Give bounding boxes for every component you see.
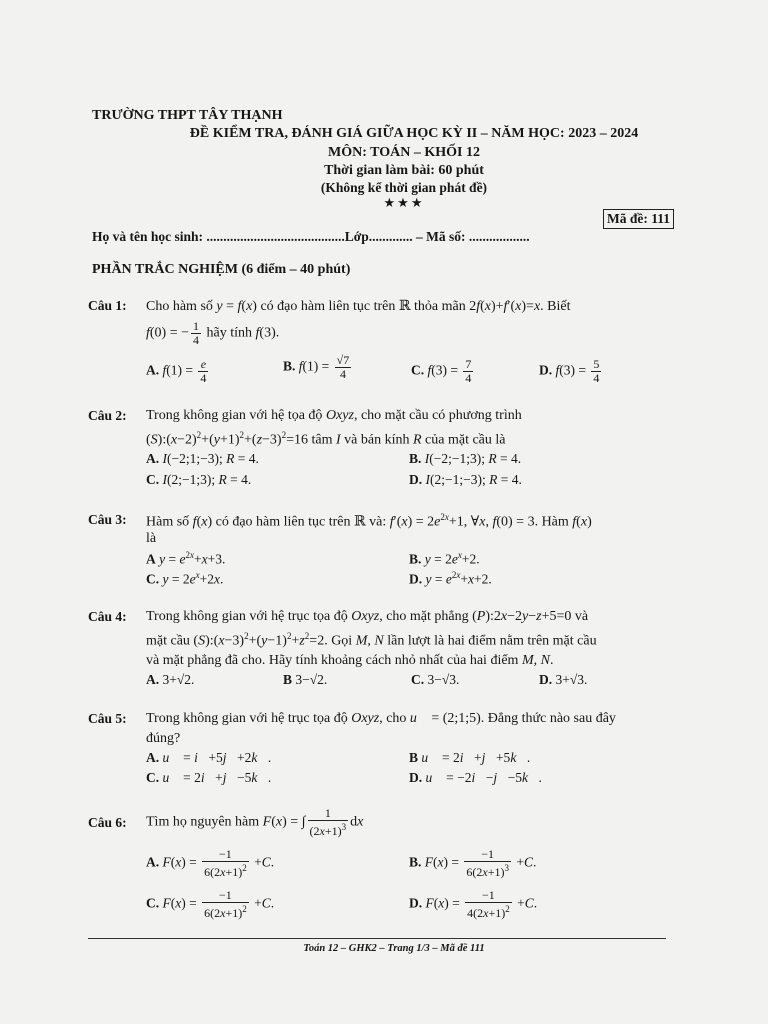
student-info-line: Họ và tên học sinh: .........................................Lớp............. – Mã số: .................. bbox=[92, 229, 530, 244]
question-number: Câu 4: bbox=[88, 609, 127, 624]
question-4-text: Trong không gian với hệ trục tọa độ Oxyz, cho mặt phẳng (P):2x−2y−z+5=0 và bbox=[146, 609, 589, 624]
answer-option: D. $y = e^{2x}+x+2$. bbox=[409, 570, 492, 587]
question-number: Câu 1: bbox=[88, 298, 127, 313]
answer-option: B. f(1) = $\frac{√7}{4}$ bbox=[283, 353, 350, 381]
answer-option: D. u⃗ = −2i⃗−j⃗−5k⃗. bbox=[409, 770, 542, 785]
page-footer: Toán 12 – GHK2 – Trang 1/3 – Mã đề 111 bbox=[303, 943, 485, 954]
subject-line: MÔN: TOÁN – KHỐI 12 bbox=[328, 145, 480, 160]
answer-option: A. F(x) = $\frac{-1}{6(2x+1)^2}$ +C. bbox=[146, 847, 275, 879]
answer-option: A. f(1) = $\frac{e}{4}$ bbox=[146, 357, 207, 385]
answer-option: C. f(3) = $\frac{7}{4}$ bbox=[411, 357, 472, 385]
answer-option: A. u⃗ = i⃗+5j⃗+2k⃗. bbox=[146, 750, 272, 765]
answer-option: C. $y = 2e^x+2x$. bbox=[146, 570, 224, 587]
answer-option: D. 3+√3. bbox=[539, 672, 588, 687]
answer-option: B u⃗ = 2i⃗+j⃗+5k⃗. bbox=[409, 750, 531, 765]
stars-divider: ★★★ bbox=[383, 195, 425, 210]
question-5-text: Trong không gian với hệ trục tọa độ Oxyz, cho u⃗ = (2;1;5). Đẳng thức nào sau đây bbox=[146, 711, 616, 726]
answer-option: A $y = e^{2x}+x+3$. bbox=[146, 550, 226, 567]
answer-option: B 3−√2. bbox=[283, 672, 328, 687]
answer-option: C. F(x) = $\frac{-1}{6(2x+1)^2}$ +C. bbox=[146, 888, 275, 920]
time-note: (Không kể thời gian phát đề) bbox=[320, 180, 488, 195]
question-2-text: Trong không gian với hệ tọa độ Oxyz, cho mặt cầu có phương trình bbox=[146, 408, 522, 423]
question-3-text-cont: là bbox=[146, 531, 157, 546]
question-2-text-cont: $(S):(x-2)^2+(y+1)^2+(z-3)^2=16$ tâm I và bán kính R của mặt cầu là bbox=[146, 430, 506, 448]
section-heading: PHẦN TRẮC NGHIỆM (6 điểm – 40 phút) bbox=[92, 262, 351, 277]
footer-divider bbox=[88, 938, 666, 939]
answer-option: C. 3−√3. bbox=[411, 672, 460, 687]
answer-option: B. I(−2;−1;3); R = 4. bbox=[409, 451, 522, 466]
answer-option: D. I(2;−1;−3); R = 4. bbox=[409, 472, 522, 487]
time-line: Thời gian làm bài: 60 phút bbox=[324, 163, 484, 178]
question-3-text: Hàm số f(x) có đạo hàm liên tục trên ℝ và: $f'(x) = 2e^{2x}+1$, ∀x, f(0) = 3. Hàm f(x) bbox=[146, 512, 592, 530]
question-5-text-cont: đúng? bbox=[146, 731, 181, 746]
answer-option: B. F(x) = $\frac{-1}{6(2x+1)^3}$ +C. bbox=[409, 847, 537, 879]
answer-option: D. f(3) = $\frac{5}{4}$ bbox=[539, 357, 600, 385]
question-6-text: Tìm họ nguyên hàm F(x) = ∫ $\frac{1}{(2x+1)^3}$ dx bbox=[146, 806, 364, 838]
exam-code-box: Mã đề: 111 bbox=[603, 209, 674, 229]
question-1-text-cont: f(0) = − $\frac{1}{4}$ hãy tính f(3). bbox=[146, 319, 280, 347]
question-1-text: Cho hàm số y = f(x) có đạo hàm liên tục trên ℝ thỏa mãn 2f(x)+f′(x)=x. Biết bbox=[146, 299, 571, 314]
question-number: Câu 5: bbox=[88, 711, 127, 726]
answer-option: B. $y = 2e^x+2$. bbox=[409, 550, 480, 567]
question-number: Câu 6: bbox=[88, 815, 127, 830]
question-number: Câu 2: bbox=[88, 408, 127, 423]
question-4-text-cont2: và mặt phẳng đã cho. Hãy tính khoảng cách nhỏ nhất của hai điểm M, N. bbox=[146, 653, 554, 668]
exam-title: ĐỀ KIỂM TRA, ĐÁNH GIÁ GIỮA HỌC KỲ II – NĂM HỌC: 2023 – 2024 bbox=[189, 126, 639, 141]
answer-option: A. 3+√2. bbox=[146, 672, 195, 687]
answer-option: C. u⃗ = 2i⃗+j⃗−5k⃗. bbox=[146, 770, 272, 785]
answer-option: A. I(−2;1;−3); R = 4. bbox=[146, 451, 259, 466]
answer-option: D. F(x) = $\frac{-1}{4(2x+1)^2}$ +C. bbox=[409, 888, 538, 920]
question-4-text-cont: mặt cầu $(S):(x-3)^2+(y-1)^2+z^2=2$. Gọi M, N lần lượt là hai điểm nằm trên mặt cầu bbox=[146, 631, 597, 649]
answer-option: C. I(2;−1;3); R = 4. bbox=[146, 472, 252, 487]
school-name: TRƯỜNG THPT TÂY THẠNH bbox=[92, 108, 283, 123]
question-number: Câu 3: bbox=[88, 512, 127, 527]
